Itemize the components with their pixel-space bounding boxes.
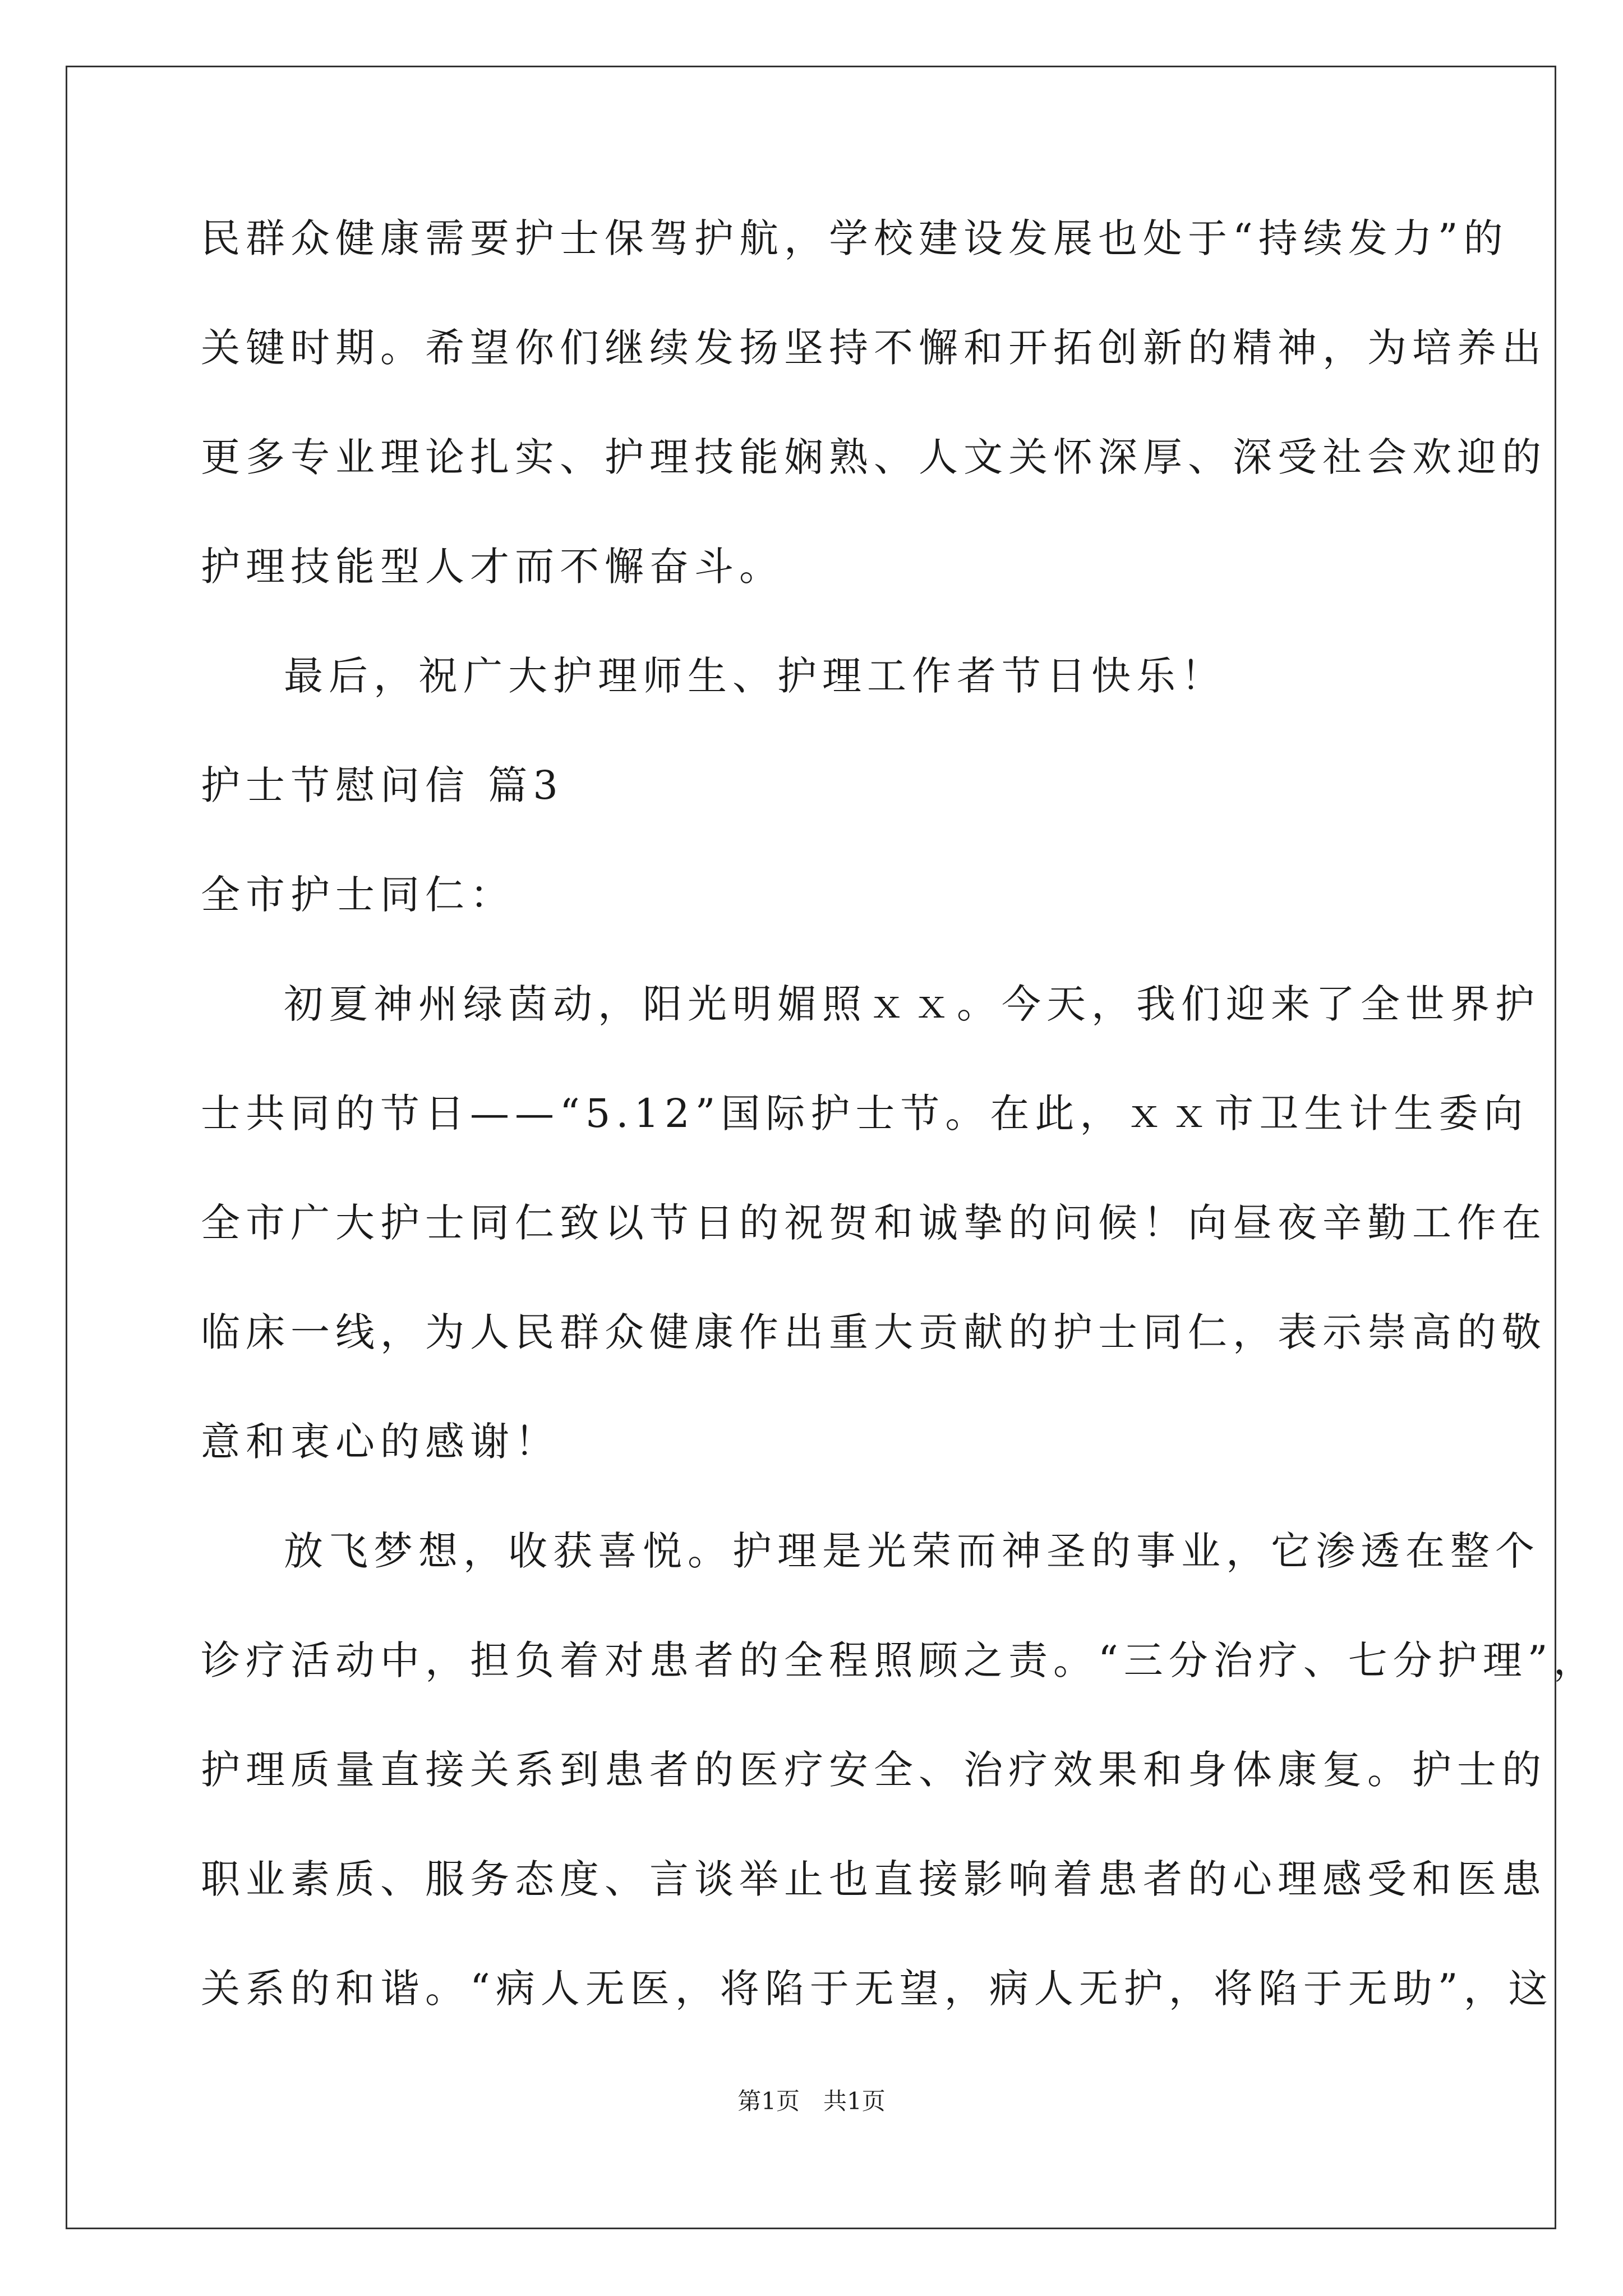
text-line: 诊疗活动中，担负着对患者的全程照顾之责。“三分治疗、七分护理”，	[201, 1637, 1598, 1683]
text-line: 士共同的节日——“5.12”国际护士节。在此，ｘｘ市卫生计生委向	[201, 1091, 1529, 1137]
text-line: 初夏神州绿茵动，阳光明媚照ｘｘ。今天，我们迎来了全世界护	[284, 981, 1540, 1027]
text-line: 职业素质、服务态度、言谈举止也直接影响着患者的心理感受和医患	[201, 1856, 1547, 1902]
text-line: 更多专业理论扎实、护理技能娴熟、人文关怀深厚、深受社会欢迎的	[201, 434, 1547, 480]
text-line: 放飞梦想，收获喜悦。护理是光荣而神圣的事业，它渗透在整个	[284, 1528, 1540, 1574]
text-line: 民群众健康需要护士保驾护航，学校建设发展也处于“持续发力”的	[201, 215, 1509, 261]
text-line: 关系的和谐。“病人无医，将陷于无望，病人无护，将陷于无助”，这	[201, 1966, 1553, 2012]
text-line: 护理技能型人才而不懈奋斗。	[201, 544, 784, 590]
text-line: 全市广大护士同仁致以节日的祝贺和诚挚的问候！向昼夜辛勤工作在	[201, 1200, 1547, 1246]
page-footer: 第1页 共1页	[737, 2087, 886, 2115]
text-line: 护理质量直接关系到患者的医疗安全、治疗效果和身体康复。护士的	[201, 1747, 1547, 1793]
salutation: 全市护士同仁：	[201, 872, 515, 918]
text-line: 最后，祝广大护理师生、护理工作者节日快乐！	[284, 653, 1226, 699]
text-line: 关键时期。希望你们继续发扬坚持不懈和开拓创新的精神，为培养出	[201, 325, 1547, 371]
text-line: 临床一线，为人民群众健康作出重大贡献的护士同仁，表示崇高的敬	[201, 1309, 1547, 1355]
section-heading: 护士节慰问信 篇3	[201, 762, 564, 808]
page-border	[66, 66, 1556, 2229]
text-line: 意和衷心的感谢！	[201, 1419, 560, 1465]
